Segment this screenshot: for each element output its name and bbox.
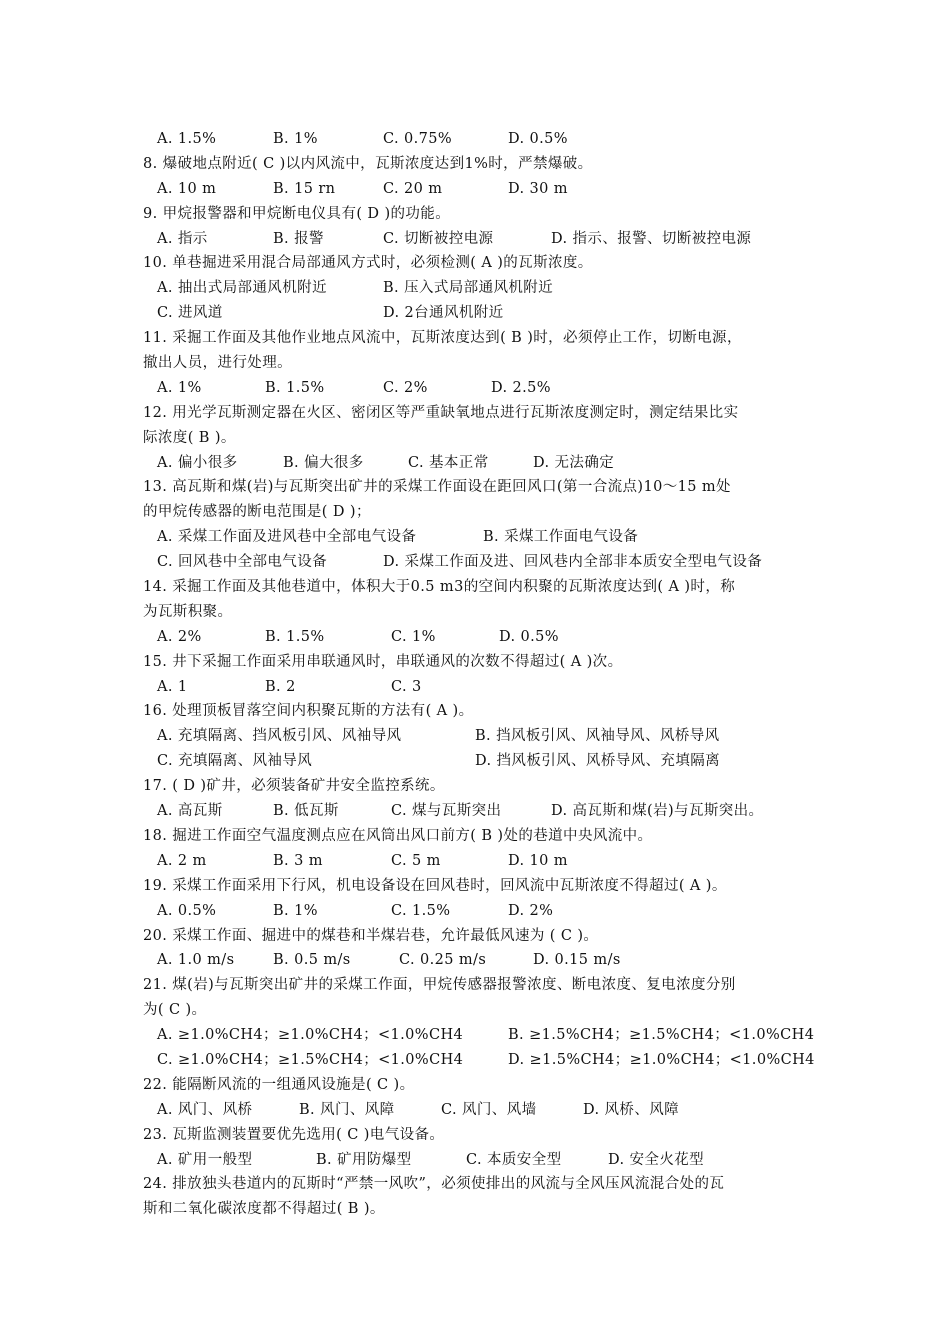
options-row <box>143 724 823 749</box>
options-row <box>143 799 823 824</box>
options-row <box>143 550 823 575</box>
question-text: 15. 井下采掘工作面采用串联通风时，串联通风的次数不得超过( A )次。 <box>143 653 623 670</box>
option-a: A. 偏小很多 <box>157 454 238 471</box>
question-text: 21. 煤(岩)与瓦斯突出矿井的采煤工作面，甲烷传感器报警浓度、断电浓度、复电浓度分别 <box>143 977 736 994</box>
question-text: 22. 能隔断风流的一组通风设施是( C )。 <box>143 1076 415 1093</box>
question-text: 18. 掘进工作面空气温度测点应在风筒出风口前方( B )处的巷道中央风流中。 <box>143 827 653 844</box>
question-text-continued: 的甲烷传感器的断电范围是( D )； <box>143 504 371 521</box>
question-text: 14. 采掘工作面及其他巷道中，体积大于0.5 m3的空间内积聚的瓦斯浓度达到( A )时，称 <box>143 579 736 596</box>
question-text-continued: 撤出人员，进行处理。 <box>143 355 292 372</box>
options-row <box>143 376 823 401</box>
options-row <box>143 948 823 973</box>
option-d: D. 无法确定 <box>533 454 615 471</box>
option-a: A. 1 <box>157 678 188 695</box>
option-a: A. 2% <box>157 628 202 645</box>
option-b: D. 采煤工作面及进、回风巷内全部非本质安全型电气设备 <box>383 554 763 571</box>
option-b: D. 2台通风机附近 <box>383 305 504 322</box>
question-text-continued: 斯和二氧化碳浓度都不得超过( B )。 <box>143 1201 385 1218</box>
option-d: D. 0.5% <box>499 628 559 645</box>
option-a: C. 充填隔离、风袖导风 <box>157 753 313 770</box>
question-text: 23. 瓦斯监测装置要优先选用( C )电气设备。 <box>143 1126 445 1143</box>
option-c: C. 煤与瓦斯突出 <box>391 803 502 820</box>
option-a: A. 2 m <box>157 852 207 869</box>
option-b: B. 1% <box>273 131 318 147</box>
option-b: B. 3 m <box>273 852 323 869</box>
options-row <box>143 899 823 924</box>
option-a: A. 采煤工作面及进风巷中全部电气设备 <box>157 529 417 546</box>
option-d: D. 2.5% <box>491 379 551 396</box>
option-b: B. 1.5% <box>265 379 325 396</box>
question-text: 10. 单巷掘进采用混合局部通风方式时，必须检测( A )的瓦斯浓度。 <box>143 255 593 272</box>
options-row <box>143 177 823 202</box>
option-c: C. 20 m <box>383 180 443 197</box>
option-a: C. ≥1.0%CH4；≥1.5%CH4；<1.0%CH4 <box>157 1051 464 1068</box>
option-b: B. 采煤工作面电气设备 <box>483 529 639 546</box>
option-b: D. ≥1.5%CH4；≥1.0%CH4；<1.0%CH4 <box>508 1051 815 1068</box>
option-b: B. ≥1.5%CH4；≥1.5%CH4；<1.0%CH4 <box>508 1027 815 1044</box>
question-list <box>143 127 823 1222</box>
option-d: D. 高瓦斯和煤(岩)与瓦斯突出。 <box>551 803 764 820</box>
option-a: C. 进风道 <box>157 305 223 322</box>
option-c: C. 5 m <box>391 852 441 869</box>
option-a: A. 1.0 m/s <box>157 952 235 969</box>
option-c: C. 0.75% <box>383 131 453 147</box>
option-b: B. 矿用防爆型 <box>316 1151 412 1168</box>
question-text: 8. 爆破地点附近( C )以内风流中，瓦斯浓度达到1%时，严禁爆破。 <box>143 155 593 172</box>
question-text: 11. 采掘工作面及其他作业地点风流中，瓦斯浓度达到( B )时，必须停止工作，切断电源， <box>143 330 742 347</box>
question-text: 16. 处理顶板冒落空间内积聚瓦斯的方法有( A )。 <box>143 703 474 720</box>
options-row <box>143 1048 823 1073</box>
option-d: D. 30 m <box>508 180 568 197</box>
option-b: B. 报警 <box>273 230 324 247</box>
option-a: A. ≥1.0%CH4；≥1.0%CH4；<1.0%CH4 <box>157 1027 464 1044</box>
option-b: B. 2 <box>265 678 296 695</box>
option-d: D. 10 m <box>508 852 568 869</box>
options-row <box>143 1023 823 1048</box>
option-a: A. 高瓦斯 <box>157 803 223 820</box>
options-row <box>143 849 823 874</box>
option-a: A. 抽出式局部通风机附近 <box>157 280 327 297</box>
option-c: C. 风门、风墙 <box>441 1101 537 1118</box>
options-row <box>143 625 823 650</box>
option-d: D. 0.5% <box>508 131 568 147</box>
options-row <box>143 525 823 550</box>
question-text: 20. 采煤工作面、掘进中的煤巷和半煤岩巷，允许最低风速为 ( C )。 <box>143 927 599 944</box>
option-d: D. 安全火花型 <box>608 1151 705 1168</box>
options-row <box>143 749 823 774</box>
question-text: 24. 排放独头巷道内的瓦斯时“严禁一风吹”，必须使排出的风流与全风压风流混合处的瓦 <box>143 1176 725 1193</box>
option-a: A. 风门、风桥 <box>157 1101 253 1118</box>
question-text-continued: 为瓦斯积聚。 <box>143 603 233 620</box>
option-a: A. 1.5% <box>157 131 217 147</box>
question-text: 19. 采煤工作面采用下行风，机电设备设在回风巷时，回风流中瓦斯浓度不得超过( A )。 <box>143 877 727 894</box>
option-b: B. 1.5% <box>265 628 325 645</box>
option-d: D. 指示、报警、切断被控电源 <box>551 230 752 247</box>
option-a: A. 10 m <box>157 180 217 197</box>
option-a: A. 指示 <box>157 230 208 247</box>
option-a: C. 回风巷中全部电气设备 <box>157 554 327 571</box>
options-row <box>143 127 823 152</box>
question-text-continued: 际浓度( B )。 <box>143 429 236 446</box>
option-b: B. 1% <box>273 902 318 919</box>
option-a: A. 0.5% <box>157 902 217 919</box>
option-d: D. 风桥、风障 <box>583 1101 680 1118</box>
option-b: B. 0.5 m/s <box>273 952 351 969</box>
options-row <box>143 675 823 700</box>
option-c: C. 1% <box>391 628 436 645</box>
option-c: C. 本质安全型 <box>466 1151 562 1168</box>
options-row <box>143 1148 823 1173</box>
question-text: 13. 高瓦斯和煤(岩)与瓦斯突出矿井的采煤工作面设在距回风口(第一合流点)10～15 m处 <box>143 479 731 496</box>
option-a: A. 矿用一般型 <box>157 1151 253 1168</box>
option-c: C. 2% <box>383 379 428 396</box>
option-b: B. 偏大很多 <box>283 454 364 471</box>
option-d: D. 2% <box>508 902 554 919</box>
option-b: B. 风门、风障 <box>299 1101 395 1118</box>
option-b: B. 挡风板引风、风袖导风、风桥导风 <box>475 728 720 745</box>
options-row <box>143 451 823 476</box>
options-row <box>143 276 823 301</box>
question-text-continued: 为( C )。 <box>143 1002 207 1019</box>
option-c: C. 切断被控电源 <box>383 230 494 247</box>
question-text: 17. ( D )矿井，必须装备矿井安全监控系统。 <box>143 778 445 795</box>
option-b: D. 挡风板引风、风桥导风、充填隔离 <box>475 753 721 770</box>
option-b: B. 低瓦斯 <box>273 803 339 820</box>
option-c: C. 1.5% <box>391 902 451 919</box>
option-c: C. 基本正常 <box>408 454 489 471</box>
options-row <box>143 301 823 326</box>
option-a: A. 充填隔离、挡风板引风、风袖导风 <box>157 728 402 745</box>
option-d: D. 0.15 m/s <box>533 952 621 969</box>
option-b: B. 压入式局部通风机附近 <box>383 280 554 297</box>
option-c: C. 3 <box>391 678 422 695</box>
options-row <box>143 1098 823 1123</box>
option-a: A. 1% <box>157 379 202 396</box>
option-c: C. 0.25 m/s <box>399 952 487 969</box>
question-text: 12. 用光学瓦斯测定器在火区、密闭区等严重缺氧地点进行瓦斯浓度测定时，测定结果比实 <box>143 404 739 421</box>
question-text: 9. 甲烷报警器和甲烷断电仪具有( D )的功能。 <box>143 205 451 222</box>
option-b: B. 15 rn <box>273 180 336 197</box>
options-row <box>143 227 823 252</box>
